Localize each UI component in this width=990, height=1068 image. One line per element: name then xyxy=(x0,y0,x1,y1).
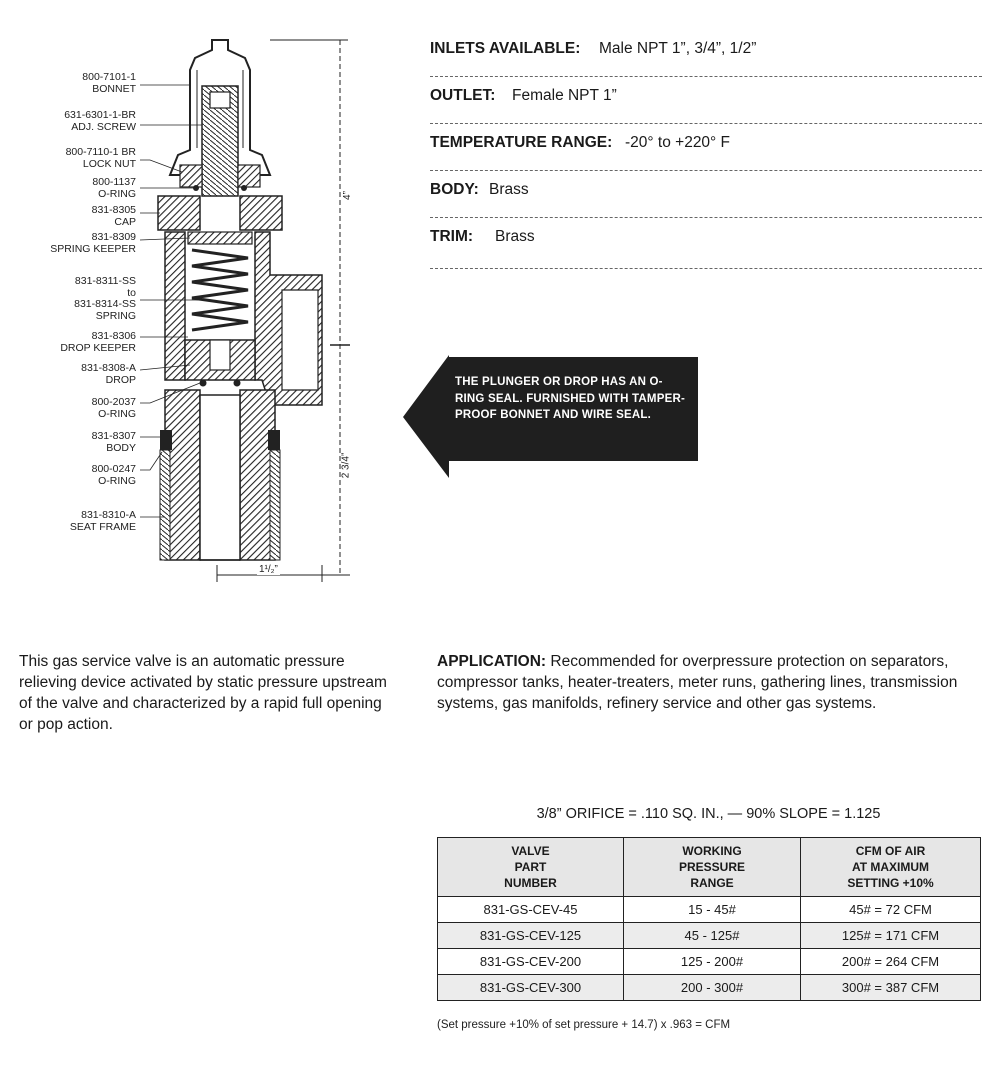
part-label-seat-frame: 831-8310-A SEAT FRAME xyxy=(69,509,136,533)
cell-pressure-range: 200 - 300# xyxy=(624,975,801,1001)
table-header-row xyxy=(438,838,981,897)
spec-key: OUTLET: xyxy=(430,87,496,104)
cell-part-number: 831-GS-CEV-300 xyxy=(438,975,624,1001)
part-label-adj-screw: 631-6301-1-BR ADJ. SCREW xyxy=(64,109,136,133)
spec-value: Brass xyxy=(495,228,535,245)
spec-temperature xyxy=(430,124,982,171)
spec-key: TRIM: xyxy=(430,228,474,245)
header-cfm-of-air: CFM OF AIR AT MAXIMUM SETTING +10% xyxy=(801,838,981,897)
dimension-width: 1¹/₂” xyxy=(259,564,278,575)
cell-part-number: 831-GS-CEV-45 xyxy=(438,897,624,923)
spec-value: Female NPT 1” xyxy=(512,87,617,104)
header-working-pressure-range: WORKING PRESSURE RANGE xyxy=(624,838,801,897)
part-label-bonnet: 800-7101-1 BONNET xyxy=(82,71,136,95)
cfm-formula: (Set pressure +10% of set pressure + 14.7) x .963 = CFM xyxy=(437,1019,731,1031)
spec-trim xyxy=(430,218,982,269)
cell-pressure-range: 45 - 125# xyxy=(624,923,801,949)
spec-outlet xyxy=(430,77,982,124)
spec-value: Male NPT 1”, 3/4”, 1/2” xyxy=(599,40,757,57)
cell-pressure-range: 125 - 200# xyxy=(624,949,801,975)
cell-cfm: 200# = 264 CFM xyxy=(801,949,981,975)
dimension-lower-height: 2 3/4” xyxy=(340,452,352,479)
cell-pressure-range: 15 - 45# xyxy=(624,897,801,923)
part-label-drop-keeper: 831-8306 DROP KEEPER xyxy=(60,330,136,354)
cell-cfm: 45# = 72 CFM xyxy=(801,897,981,923)
application-paragraph xyxy=(437,651,967,714)
spec-value: Brass xyxy=(489,181,529,198)
cell-part-number: 831-GS-CEV-200 xyxy=(438,949,624,975)
cell-cfm: 300# = 387 CFM xyxy=(801,975,981,1001)
table-row xyxy=(438,897,981,923)
part-label-body: 831-8307 BODY xyxy=(91,430,136,454)
specifications-list xyxy=(430,30,982,269)
valve-capacity-table xyxy=(437,837,981,1001)
valve-description: This gas service valve is an automatic pressure relieving device activated by static pressure upstream of the valve and characterized by a rapid full opening or pop action. xyxy=(19,653,387,733)
spec-body xyxy=(430,171,982,218)
cell-part-number: 831-GS-CEV-125 xyxy=(438,923,624,949)
table-row xyxy=(438,975,981,1001)
header-valve-part-number: VALVE PART NUMBER xyxy=(438,838,624,897)
spec-key: INLETS AVAILABLE: xyxy=(430,40,581,57)
spec-key: BODY: xyxy=(430,181,479,198)
spec-inlets xyxy=(430,30,982,77)
table-row xyxy=(438,923,981,949)
table-row xyxy=(438,949,981,975)
part-label-lock-nut: 800-7110-1 BR LOCK NUT xyxy=(65,146,136,170)
cell-cfm: 125# = 171 CFM xyxy=(801,923,981,949)
orifice-note: 3/8” ORIFICE = .110 SQ. IN., — 90% SLOPE = 1.125 xyxy=(536,806,881,822)
part-label-spring-keeper: 831-8309 SPRING KEEPER xyxy=(50,231,136,255)
spec-value: -20° to +220° F xyxy=(625,134,731,151)
part-label-o-ring-2037: 800-2037 O-RING xyxy=(91,396,136,420)
application-label: APPLICATION: xyxy=(437,653,547,670)
part-label-o-ring-0247: 800-0247 O-RING xyxy=(91,463,136,487)
callout-text: THE PLUNGER OR DROP HAS AN O-RING SEAL. FURNISHED WITH TAMPER-PROOF BONNET AND WIRE SEAL. xyxy=(455,376,685,421)
application-text: Recommended for overpressure protection on separators, compressor tanks, heater-treaters, meter runs, gathering lines, transmission systems, gas manifolds, refinery service and other gas systems. xyxy=(437,653,958,712)
part-label-drop: 831-8308-A DROP xyxy=(81,362,136,386)
part-label-o-ring-1137: 800-1137 O-RING xyxy=(92,176,136,200)
spec-key: TEMPERATURE RANGE: xyxy=(430,134,613,151)
valve-cross-section-diagram xyxy=(0,20,380,600)
dimension-height: 4” xyxy=(341,191,353,200)
part-label-spring: 831-8311-SS to 831-8314-SS SPRING xyxy=(74,275,136,322)
part-label-cap: 831-8305 CAP xyxy=(91,204,136,228)
